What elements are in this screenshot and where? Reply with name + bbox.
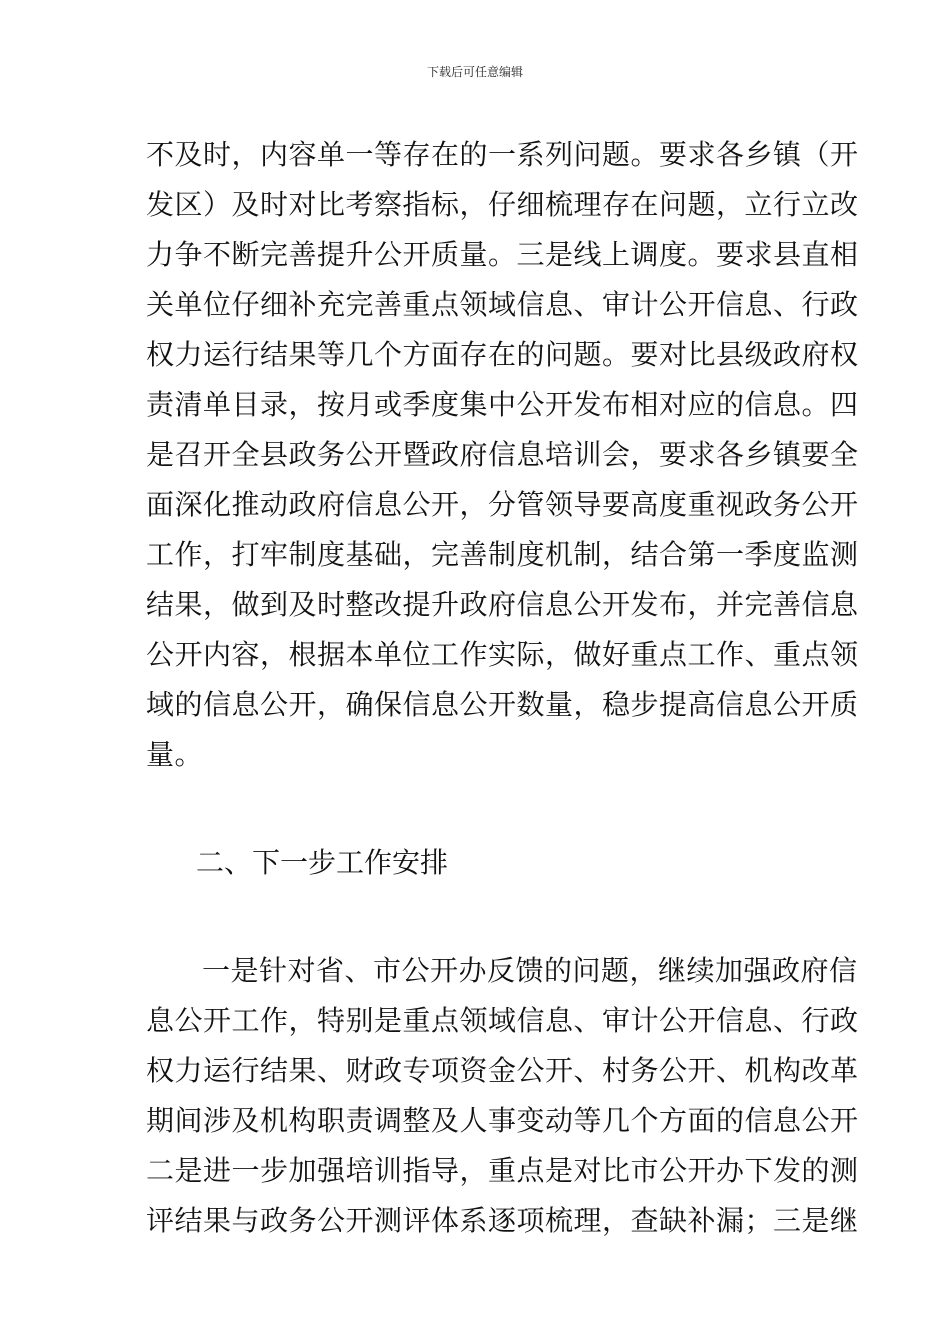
section-heading: 二、下一步工作安排 [196, 846, 449, 879]
text-line: 量。 [146, 738, 204, 771]
text-line: 面深化推动政府信息公开，分管领导要高度重视政务公开 [146, 488, 859, 521]
page-header: 下载后可任意编辑 [426, 65, 523, 79]
text-line: 不及时，内容单一等存在的一系列问题。要求各乡镇（开 [146, 138, 859, 171]
text-line: 公开内容，根据本单位工作实际，做好重点工作、重点领 [146, 638, 859, 671]
paragraph-2 [146, 946, 859, 1246]
paragraph-1 [146, 130, 859, 780]
text-line: 二是进一步加强培训指导，重点是对比市公开办下发的测 [146, 1154, 859, 1187]
paragraph-spacer [146, 888, 810, 946]
text-line: 域的信息公开，确保信息公开数量，稳步提高信息公开质 [146, 688, 859, 721]
text-line: 期间涉及机构职责调整及人事变动等几个方面的信息公开 [146, 1104, 859, 1137]
text-line: 是召开全县政务公开暨政府信息培训会，要求各乡镇要全 [146, 438, 859, 471]
text-line: 工作，打牢制度基础，完善制度机制，结合第一季度监测 [146, 538, 859, 571]
text-line: 权力运行结果、财政专项资金公开、村务公开、机构改革 [146, 1054, 859, 1087]
paragraph-spacer [146, 780, 810, 838]
text-line: 结果，做到及时整改提升政府信息公开发布，并完善信息 [146, 588, 859, 621]
text-line: 息公开工作，特别是重点领域信息、审计公开信息、行政 [146, 1004, 859, 1037]
text-line: 力争不断完善提升公开质量。三是线上调度。要求县直相 [146, 238, 859, 271]
text-line: 评结果与政务公开测评体系逐项梳理，查缺补漏；三是继 [146, 1204, 859, 1237]
text-line: 权力运行结果等几个方面存在的问题。要对比县级政府权 [146, 338, 859, 371]
text-line: 一是针对省、市公开办反馈的问题，继续加强政府信 [202, 954, 858, 987]
text-line: 责清单目录，按月或季度集中公开发布相对应的信息。四 [146, 388, 859, 421]
document-body [146, 130, 859, 1246]
text-line: 发区）及时对比考察指标，仔细梳理存在问题，立行立改 [146, 188, 859, 221]
text-line: 关单位仔细补充完善重点领域信息、审计公开信息、行政 [146, 288, 859, 321]
